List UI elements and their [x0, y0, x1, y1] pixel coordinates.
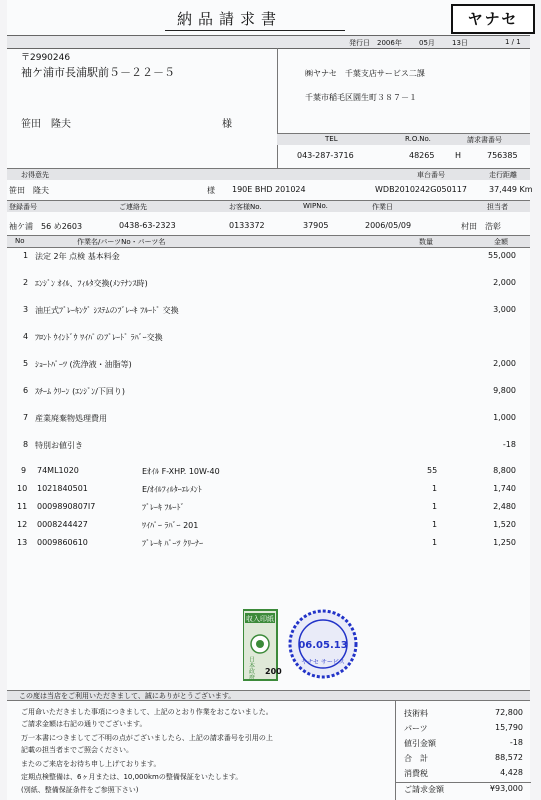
reg-label-1: ご連絡先	[119, 203, 147, 211]
stamp-value: 200	[265, 667, 282, 676]
part-no: 12	[17, 520, 28, 529]
tel-label: TEL	[325, 135, 338, 143]
customer-name: 笹田 隆夫	[21, 119, 71, 130]
summary-row	[396, 708, 531, 723]
issue-month: 05月	[419, 39, 435, 47]
part-name: Eｵｲﾙ F-XHP. 10W-40	[142, 467, 220, 476]
note-line: (別紙、整備保証条件をご参照下さい)	[21, 786, 139, 794]
summary-row	[396, 738, 531, 753]
customer-postal: 〒2990246	[21, 53, 71, 63]
item-desc: 油圧式ﾌﾞﾚｰｷﾝｸﾞ ｼｽﾃﾑのﾌﾞﾚｰｷ ﾌﾙｰﾄﾞ 交換	[35, 306, 179, 315]
summary-label: 合 計	[404, 754, 428, 763]
company-address: 千葉市稲毛区園生町３８７－１	[305, 93, 417, 102]
vehicle-honorific: 様	[207, 186, 215, 195]
dest-label: お得意先	[21, 171, 49, 179]
items-header-amount: 金額	[494, 238, 508, 246]
list-item	[7, 251, 530, 277]
summary-row	[396, 723, 531, 738]
item-desc: ﾌﾛﾝﾄ ｳｲﾝﾄﾞｳ ﾜｲﾊﾟのﾌﾞﾚｰﾄﾞ ﾗﾊﾞｰ交換	[35, 333, 163, 342]
summary-value: ¥93,000	[489, 784, 523, 793]
issue-bar	[7, 35, 530, 49]
summary-value: 88,572	[495, 753, 523, 762]
item-no: 8	[23, 440, 29, 449]
company-name: ㈱ヤナセ 千葉支店サービス二課	[305, 69, 425, 78]
vehicle-customer: 笹田 隆夫	[9, 186, 49, 195]
vehicle-band	[7, 169, 530, 180]
vin-value: WDB2010242G050117	[375, 185, 467, 194]
mileage-label: 走行距離	[489, 171, 517, 179]
thanks-text: この度は当店をご利用いただきまして、誠にありがとうございます。	[19, 692, 236, 700]
item-desc: 産業廃棄物処理費用	[35, 414, 107, 423]
reg-value-2: 0133372	[229, 221, 265, 230]
items-header-no: No	[15, 237, 25, 245]
part-name: ﾌﾞﾚｰｷ ﾊﾟｰﾂ ｸﾘｰﾅｰ	[142, 539, 204, 548]
reg-label-3: WIPNo.	[303, 202, 328, 210]
summary-label: 技術料	[404, 709, 428, 718]
seal-text: ヤナセ サービス	[301, 659, 345, 666]
item-amount: 2,000	[493, 278, 516, 287]
part-amount: 2,480	[493, 502, 516, 511]
summary-row	[396, 768, 531, 783]
reg-label-0: 登録番号	[9, 203, 37, 211]
vehicle-model: 190E BHD 201024	[232, 185, 306, 194]
divider	[277, 48, 278, 168]
summary-value: -18	[509, 738, 523, 747]
issue-day: 13日	[452, 39, 468, 47]
ro-value: 48265	[409, 151, 435, 160]
part-qty: 1	[432, 502, 438, 511]
note-line: またのご来店をお待ち申し上げております。	[21, 760, 161, 768]
stamp-area	[243, 606, 363, 686]
item-amount: 3,000	[493, 305, 516, 314]
yanase-logo: ヤナセ	[451, 4, 535, 34]
reg-label-5: 担当者	[487, 203, 508, 211]
item-no: 6	[23, 386, 29, 395]
vin-label: 車台番号	[417, 171, 445, 179]
list-item	[7, 305, 530, 331]
part-name: ﾜｲﾊﾟｰ ﾗﾊﾞｰ 201	[142, 521, 199, 530]
item-amount: 55,000	[488, 251, 516, 260]
summary-value: 4,428	[500, 768, 523, 777]
item-no: 3	[23, 305, 29, 314]
mileage-value: 37,449 Km	[489, 185, 533, 194]
item-desc: ｼｮｰﾄﾊﾟｰﾂ (洗浄液・油脂等)	[35, 360, 132, 369]
summary-row	[396, 784, 531, 799]
part-no: 10	[17, 484, 28, 493]
revenue-label: 収入印紙	[246, 615, 274, 623]
note-line: 記載の担当者までご照会ください。	[21, 746, 133, 754]
part-code: 0008244427	[37, 520, 88, 529]
summary-label: 消費税	[404, 769, 428, 778]
item-amount: -18	[502, 440, 516, 449]
part-code: 0009860610	[37, 538, 88, 547]
divider	[7, 247, 530, 248]
item-no: 1	[23, 251, 29, 260]
part-no: 9	[21, 466, 27, 475]
ro-label: R.O.No.	[405, 135, 431, 143]
page-title: 納品請求書	[177, 10, 283, 28]
item-amount: 1,000	[493, 413, 516, 422]
list-item	[7, 332, 530, 358]
part-name: E/ｵｲﾙﾌｨﾙﾀｰｴﾚﾒﾝﾄ	[142, 485, 202, 494]
note-line: 万一本書につきましてご不明の点がございましたら、上記の請求番号を引用の上	[21, 734, 273, 742]
item-amount: 2,000	[493, 359, 516, 368]
reg-label-2: お客様No.	[229, 203, 262, 211]
customer-address: 袖ケ浦市長浦駅前５－２２－５	[21, 66, 175, 79]
revenue-stamp-and-seal	[243, 606, 363, 686]
invoice-value: 756385	[487, 151, 518, 160]
item-amount: 9,800	[493, 386, 516, 395]
reg-value-3: 37905	[303, 221, 329, 230]
part-qty: 55	[427, 466, 438, 475]
ro-suffix: H	[455, 151, 462, 160]
list-item	[7, 359, 530, 385]
page-number: 1 / 1	[505, 38, 521, 46]
item-no: 4	[23, 332, 29, 341]
item-no: 7	[23, 413, 29, 422]
part-name: ﾌﾞﾚｰｷ ﾌﾙｰﾄﾞ	[142, 503, 185, 512]
title-underline	[165, 30, 345, 31]
summary-label: ご請求金額	[404, 785, 444, 794]
summary-value: 72,800	[495, 708, 523, 717]
note-line: ご請求金額は右記の通りでございます。	[21, 720, 147, 728]
seal-date: 06.05.13	[298, 640, 348, 651]
list-item	[7, 386, 530, 412]
customer-honorific: 様	[222, 119, 232, 130]
invoice-page	[7, 0, 533, 800]
items-header-desc: 作業名/パーツNo・パーツ名	[77, 238, 166, 246]
item-no: 5	[23, 359, 29, 368]
reg-band	[7, 201, 530, 212]
summary-box	[395, 700, 531, 800]
list-item	[7, 278, 530, 304]
part-code: 1021840501	[37, 484, 88, 493]
summary-label: 値引金額	[404, 739, 436, 748]
issue-label: 発行日	[349, 39, 370, 47]
part-no: 11	[17, 502, 28, 511]
note-line: ご用命いただきました事項につきまして、上記のとおり作業をおこないました。	[21, 708, 273, 716]
part-qty: 1	[432, 538, 438, 547]
item-desc: 法定 2年 点検 基本料金	[35, 252, 120, 261]
item-desc: ｽﾁｰﾑ ｸﾘｰﾝ (ｴﾝｼﾞﾝ/下回り)	[35, 387, 126, 396]
parts-row	[7, 538, 530, 564]
part-code: 0009890807I7	[37, 502, 96, 511]
summary-label: パーツ	[404, 724, 428, 733]
part-amount: 1,740	[493, 484, 516, 493]
divider	[396, 782, 531, 783]
invoice-label: 請求書番号	[467, 136, 502, 144]
issue-year: 2006年	[377, 39, 402, 47]
part-no: 13	[17, 538, 28, 547]
list-item	[7, 413, 530, 439]
reg-value-4: 2006/05/09	[365, 221, 412, 230]
gov-label: 日本政府	[247, 656, 255, 680]
items-header-qty: 数量	[419, 238, 433, 246]
item-no: 2	[23, 278, 29, 287]
summary-value: 15,790	[495, 723, 523, 732]
reg-value-1: 0438-63-2323	[119, 221, 176, 230]
part-qty: 1	[432, 520, 438, 529]
reg-value-5: 村田 浩彰	[461, 222, 501, 231]
part-code: 74ML1020	[37, 466, 79, 475]
part-amount: 1,250	[493, 538, 516, 547]
list-item	[7, 440, 530, 466]
part-qty: 1	[432, 484, 438, 493]
item-desc: 特別お値引き	[35, 441, 83, 450]
item-desc: ｴﾝｼﾞﾝ ｵｲﾙ、ﾌｨﾙﾀ交換(ﾒﾝﾃﾅﾝｽ時)	[35, 279, 148, 288]
part-amount: 1,520	[493, 520, 516, 529]
tel-value: 043-287-3716	[297, 151, 354, 160]
summary-row	[396, 753, 531, 768]
note-line: 定期点検整備は、6ヶ月または、10,000kmの整備保証をいたします。	[21, 773, 243, 781]
reg-value-0: 袖ケ浦 56 め2603	[9, 222, 83, 231]
reg-label-4: 作業日	[372, 203, 393, 211]
part-amount: 8,800	[493, 466, 516, 475]
